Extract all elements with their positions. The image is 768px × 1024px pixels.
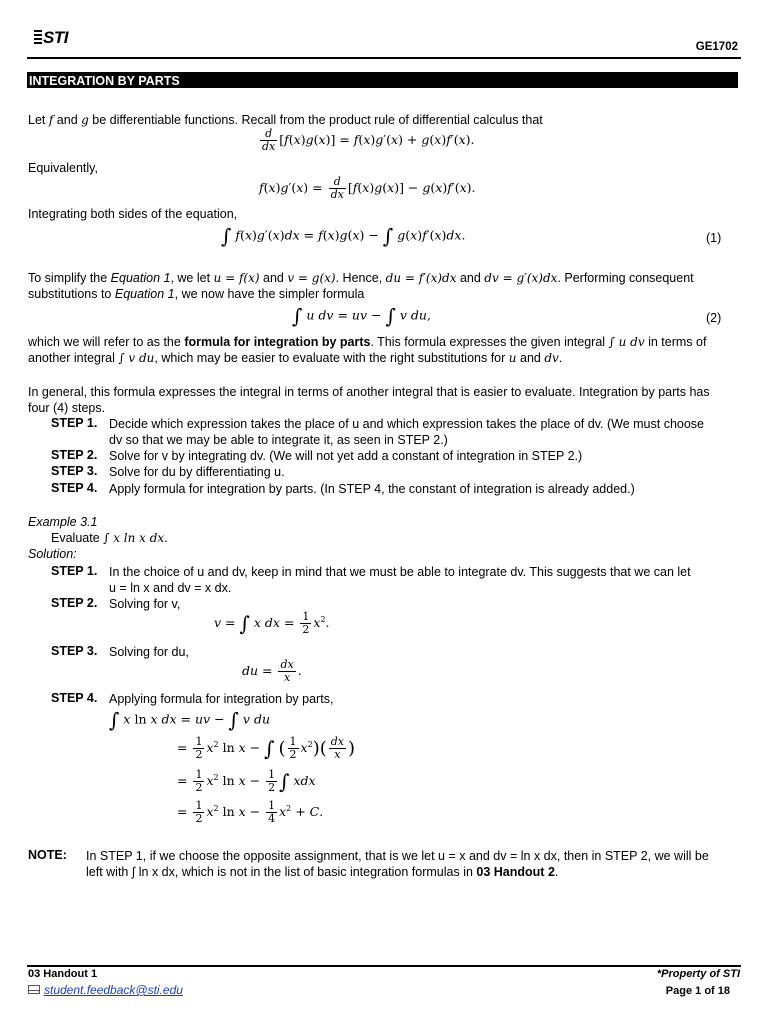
step-4-label: STEP 4. xyxy=(51,481,98,495)
solve-v-equation: v = ∫ x dx = $\frac{1}{2}$ $x^2$. xyxy=(214,610,330,636)
footer-email[interactable] xyxy=(28,983,183,997)
general-line2: four (4) steps. xyxy=(28,401,106,415)
example-step-3-text: Solving for du, xyxy=(109,645,189,659)
email-link[interactable]: student.feedback@sti.edu xyxy=(44,983,183,997)
note-line1: In STEP 1, if we choose the opposite assignment, that is we let u = x and dv = ln x dx, then in STEP 2, we will be xyxy=(86,849,709,863)
example-step-1-label: STEP 1. xyxy=(51,564,98,578)
example-step-1-text-2: u = ln x and dv = x dx. xyxy=(109,581,232,595)
equation-2-number: (2) xyxy=(706,311,722,325)
product-rule-equation: $\frac{d}{dx}$ [f(x)g(x)] = f(x)g′(x) + g(x)f′(x). xyxy=(262,127,475,153)
another-integral-line: another integral ∫ v du, which may be easier to evaluate with the right substitutions for u and dv. xyxy=(28,351,563,365)
equivalent-equation: f(x)g′(x) = $\frac{d}{dx}$ [f(x)g(x)] − g(x)f′(x). xyxy=(259,175,476,201)
step-1-text-2: dv so that we may be able to integrate it, as seen in STEP 2.) xyxy=(109,433,448,447)
page-number: Page 1 of 18 xyxy=(665,985,730,997)
equation-1-number: (1) xyxy=(706,231,722,245)
section-title: INTEGRATION BY PARTS xyxy=(29,74,180,88)
example-evaluate: Evaluate ∫ x ln x dx. xyxy=(51,531,168,545)
example-step-4-text: Applying formula for integration by parts, xyxy=(109,692,334,706)
substitutions-line: substitutions to Equation 1, we now have the simpler formula xyxy=(28,287,365,301)
simplify-line: To simplify the Equation 1, we let u = f(x) and v = g(x). Hence, du = f′(x)dx and dv = g′(x)dx. Performing consequent xyxy=(28,271,694,285)
course-code: GE1702 xyxy=(695,41,738,53)
logo-mark-icon xyxy=(34,30,42,44)
parts-line-2: = $\frac{1}{2}$ $x^2$ ln x − ∫ ( $\frac{1}{2}$ $x^2$)( $\frac{dx}{x}$ ) xyxy=(177,735,356,761)
step-2-text: Solve for v by integrating dv. (We will not yet add a constant of integration in STEP 2.) xyxy=(109,449,583,463)
property-label: *Property of STI xyxy=(656,968,740,980)
example-step-1-text: In the choice of u and dv, keep in mind that we must be able to integrate dv. This suggests that we can let xyxy=(109,565,691,579)
example-title: Example 3.1 xyxy=(28,515,98,529)
example-step-2-text: Solving for v, xyxy=(109,597,181,611)
step-3-text: Solve for du by differentiating u. xyxy=(109,465,285,479)
step-1-label: STEP 1. xyxy=(51,416,98,430)
header-rule xyxy=(27,57,741,59)
step-2-label: STEP 2. xyxy=(51,448,98,462)
sti-logo xyxy=(34,28,68,48)
example-step-3-label: STEP 3. xyxy=(51,644,98,658)
example-step-4-label: STEP 4. xyxy=(51,691,98,705)
general-line1: In general, this formula expresses the integral in terms of another integral that is easier to evaluate. Integration by parts has xyxy=(28,385,710,399)
parts-line-4: = $\frac{1}{2}$ $x^2$ ln x − $\frac{1}{4}$ $x^2 + C$. xyxy=(177,799,324,825)
solution-label: Solution: xyxy=(28,547,77,561)
equation-1: ∫ f(x)g′(x)dx = f(x)g(x) − ∫ g(x)f′(x)dx. xyxy=(221,224,466,248)
solve-du-equation: du = $\frac{dx}{x}$ . xyxy=(242,658,302,684)
step-1-text: Decide which expression takes the place of u and which expression takes the place of dv. (We must choose xyxy=(109,417,704,431)
footer-rule xyxy=(27,965,741,967)
step-3-label: STEP 3. xyxy=(51,464,98,478)
note-line2: left with ∫ ln x dx, which is not in the list of basic integration formulas in 03 Handout 2. xyxy=(86,865,559,879)
step-4-text: Apply formula for integration by parts. (In STEP 4, the constant of integration is already added.) xyxy=(109,482,635,496)
parts-line-1: ∫ x ln x dx = uv − ∫ v du xyxy=(109,708,271,732)
integrating-text: Integrating both sides of the equation, xyxy=(28,207,238,221)
handout-label: 03 Handout 1 xyxy=(28,968,98,980)
logo-text: STI xyxy=(43,28,68,47)
intro-line1: Let f and g be differentiable functions. Recall from the product rule of differential calculus that xyxy=(28,113,543,127)
example-step-2-label: STEP 2. xyxy=(51,596,98,610)
envelope-icon xyxy=(28,985,40,994)
section-title-bar xyxy=(27,72,738,88)
parts-line-3: = $\frac{1}{2}$ $x^2$ ln x − $\frac{1}{2}$ ∫ xdx xyxy=(177,768,316,794)
refer-line: which we will refer to as the formula for integration by parts. This formula expresses the given integral ∫ u dv in terms of xyxy=(28,335,707,349)
equation-2: ∫ u dv = uv − ∫ v du, xyxy=(292,304,431,328)
note-label: NOTE: xyxy=(28,848,67,862)
equivalently-text: Equivalently, xyxy=(28,161,98,175)
